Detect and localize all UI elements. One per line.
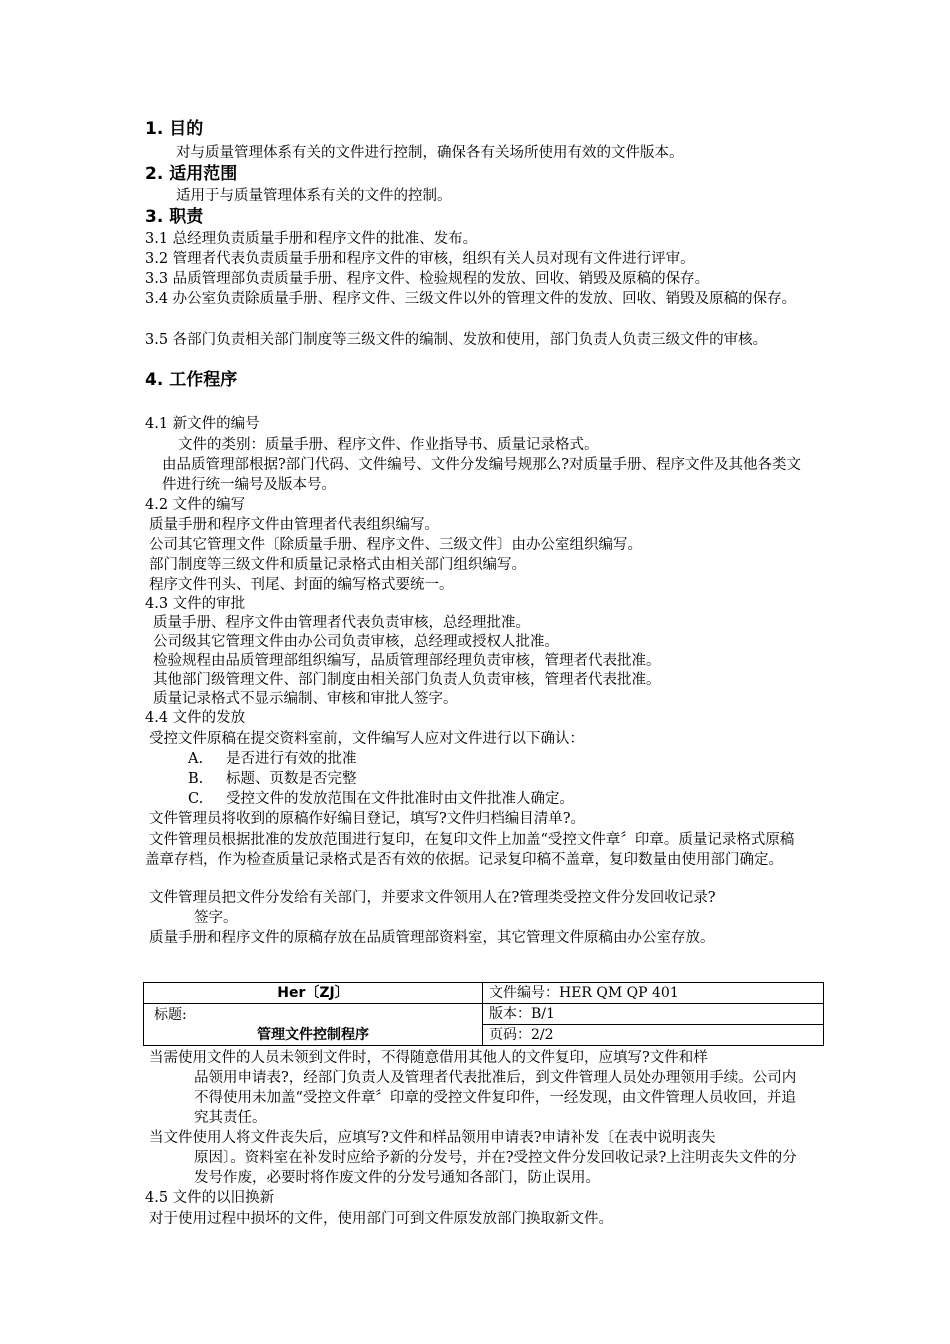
- section-1-heading: 1. 目的: [145, 119, 204, 139]
- paragraph: 受控文件原稿在提交资料室前，文件编写人应对文件进行以下确认：: [149, 731, 584, 747]
- check-text: 受控文件的发放范围在文件批准时由文件批准人确定。: [226, 791, 574, 807]
- paragraph: 原因〕。资料室在补发时应给予新的分发号，并在?受控文件分发回收记录?上注明丧失文件的分发号作废，必要时将作废文件的分发号通知各部门，防止误用。: [194, 1150, 797, 1186]
- section-4-heading: 4. 工作程序: [145, 370, 238, 390]
- check-text: 是否进行有效的批准: [226, 751, 357, 767]
- duty-item: 3.5 各部门负责相关部门制度等三级文件的编制、发放和使用，部门负责人负责三级文件的审核。: [145, 332, 768, 348]
- paragraph: 对于使用过程中损坏的文件，使用部门可到文件原发放部门换取新文件。: [149, 1211, 613, 1227]
- subsection-4-2-title: 4.2 文件的编写: [145, 497, 246, 513]
- company-cell: Her〔ZJ〕: [144, 983, 483, 1004]
- paragraph: 程序文件刊头、刊尾、封面的编写格式要统一。: [149, 577, 454, 593]
- section-3-heading: 3. 职责: [145, 207, 204, 227]
- document-title: 管理文件控制程序: [257, 1026, 369, 1043]
- paragraph: 当需使用文件的人员未领到文件时，不得随意借用其他人的文件复印，应填写?文件和样: [149, 1050, 708, 1066]
- subsection-4-5-title: 4.5 文件的以旧换新: [145, 1190, 275, 1206]
- paragraph: 检验规程由品质管理部组织编写，品质管理部经理负责审核，管理者代表批准。: [153, 653, 661, 669]
- subsection-4-4-title: 4.4 文件的发放: [145, 710, 246, 726]
- paragraph: 文件的类别：质量手册、程序文件、作业指导书、质量记录格式。: [178, 437, 599, 453]
- page-number-cell: 页码：2/2: [483, 1025, 824, 1046]
- paragraph: 文件管理员把文件分发给有关部门，并要求文件领用人在?管理类受控文件分发回收记录?: [149, 890, 716, 906]
- subsection-4-3-title: 4.3 文件的审批: [145, 596, 246, 612]
- paragraph: 公司级其它管理文件由办公司负责审核，总经理或授权人批准。: [153, 634, 559, 650]
- section-2-heading: 2. 适用范围: [145, 164, 238, 184]
- paragraph: 质量手册、程序文件由管理者代表负责审核，总经理批准。: [153, 615, 530, 631]
- paragraph: 文件管理员将收到的原稿作好编目登记，填写?文件归档编目清单?。: [149, 811, 586, 827]
- duty-item: 3.4 办公室负责除质量手册、程序文件、三级文件以外的管理文件的发放、回收、销毁及原稿的保存。: [145, 291, 797, 307]
- paragraph: 文件管理员根据批准的发放范围进行复印，在复印文件上加盖“受控文件章〞印章。质量记录格式原稿盖章存档，作为检查质量记录格式是否有效的依据。记录复印稿不盖章，复印数量由使用部门确定。: [145, 832, 795, 868]
- check-mark: C.: [188, 791, 204, 807]
- paragraph: 部门制度等三级文件和质量记录格式由相关部门组织编写。: [149, 557, 526, 573]
- paragraph: 由品质管理部根据?部门代码、文件编号、文件分发编号规那么?对质量手册、程序文件及其他各类文件进行统一编号及版本号。: [162, 457, 802, 493]
- duty-item: 3.2 管理者代表负责质量手册和程序文件的审核，组织有关人员对现有文件进行评审。: [145, 251, 695, 267]
- check-mark: B.: [188, 771, 204, 787]
- paragraph: 当文件使用人将文件丧失后，应填写?文件和样品领用申请表?申请补发〔在表中说明丧失: [149, 1130, 716, 1146]
- paragraph: 签字。: [194, 910, 238, 926]
- paragraph: 其他部门级管理文件、部门制度由相关部门负责人负责审核，管理者代表批准。: [153, 672, 661, 688]
- check-text: 标题、页数是否完整: [226, 771, 357, 787]
- duty-item: 3.3 品质管理部负责质量手册、程序文件、检验规程的发放、回收、销毁及原稿的保存。: [145, 271, 710, 287]
- duty-item: 3.1 总经理负责质量手册和程序文件的批准、发布。: [145, 231, 478, 247]
- section-1-text: 对与质量管理体系有关的文件进行控制，确保各有关场所使用有效的文件版本。: [176, 145, 684, 161]
- paragraph: 质量记录格式不显示编制、审核和审批人签字。: [153, 691, 458, 707]
- title-cell: [144, 1004, 483, 1046]
- check-mark: A.: [188, 751, 204, 767]
- paragraph: 质量手册和程序文件的原稿存放在品质管理部资料室，其它管理文件原稿由办公室存放。: [149, 930, 715, 946]
- section-2-text: 适用于与质量管理体系有关的文件的控制。: [176, 188, 452, 204]
- paragraph: 公司其它管理文件〔除质量手册、程序文件、三级文件〕由办公室组织编写。: [149, 537, 642, 553]
- doc-number-cell: 文件编号：HER QM QP 401: [483, 983, 824, 1004]
- paragraph: 质量手册和程序文件由管理者代表组织编写。: [149, 517, 439, 533]
- document-header-table: [143, 982, 824, 1046]
- paragraph: 品领用申请表?，经部门负责人及管理者代表批准后，到文件管理人员处办理领用手续。公司内不得使用未加盖“受控文件章〞印章的受控文件复印件，一经发现，由文件管理人员收回，并追究其责任。: [194, 1070, 797, 1126]
- title-label: 标题:: [154, 1006, 187, 1023]
- subsection-4-1-title: 4.1 新文件的编号: [145, 416, 260, 432]
- version-cell: 版本：B/1: [483, 1004, 824, 1025]
